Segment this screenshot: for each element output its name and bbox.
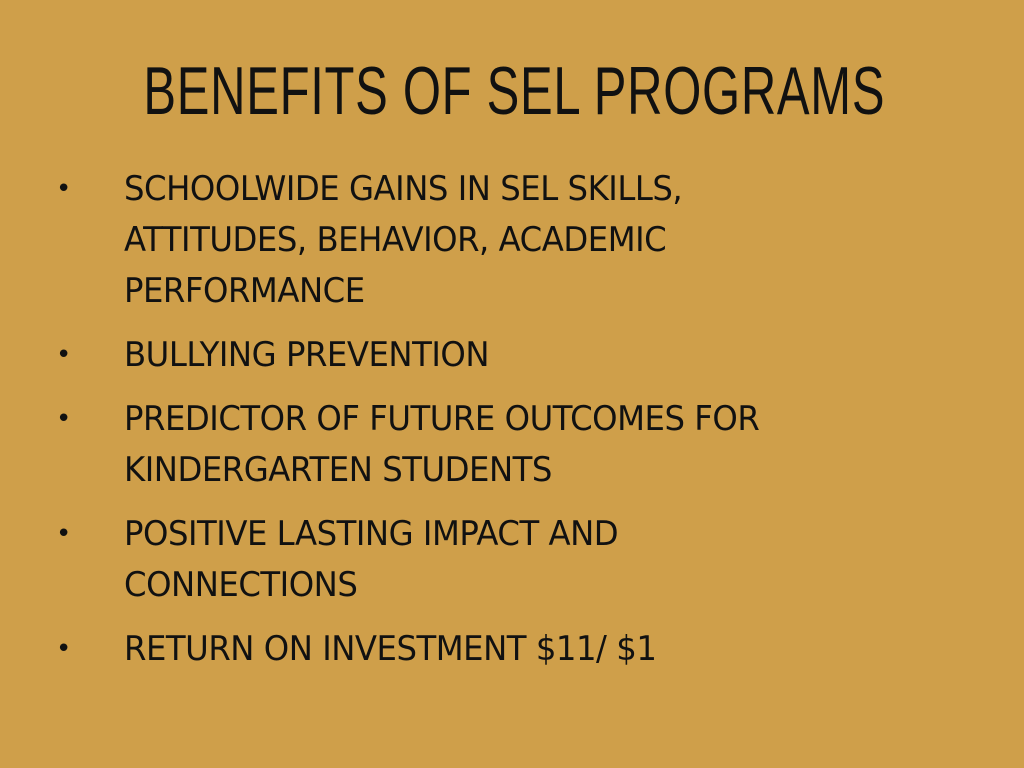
bullet-dot-icon: • (56, 404, 72, 434)
bullet-item (0, 624, 1024, 675)
bullet-item (0, 164, 1024, 317)
bullet-dot-icon: • (56, 519, 72, 549)
bullet-text: PREDICTOR OF FUTURE OUTCOMES FOR KINDERGARTEN STUDENTS (124, 399, 760, 490)
bullet-item (0, 394, 1024, 496)
bullet-text: POSITIVE LASTING IMPACT AND CONNECTIONS (124, 514, 619, 605)
bullet-text: BULLYING PREVENTION (124, 335, 490, 375)
bullet-list (0, 164, 1024, 688)
slide-title: BENEFITS OF SEL PROGRAMS (143, 53, 886, 129)
bullet-item (0, 509, 1024, 611)
bullet-dot-icon: • (56, 174, 72, 204)
bullet-text: RETURN ON INVESTMENT $11/ $1 (124, 629, 657, 669)
bullet-dot-icon: • (56, 340, 72, 370)
bullet-dot-icon: • (56, 634, 72, 664)
bullet-item (0, 330, 1024, 381)
bullet-text: SCHOOLWIDE GAINS IN SEL SKILLS, ATTITUDES, BEHAVIOR, ACADEMIC PERFORMANCE (124, 169, 683, 311)
